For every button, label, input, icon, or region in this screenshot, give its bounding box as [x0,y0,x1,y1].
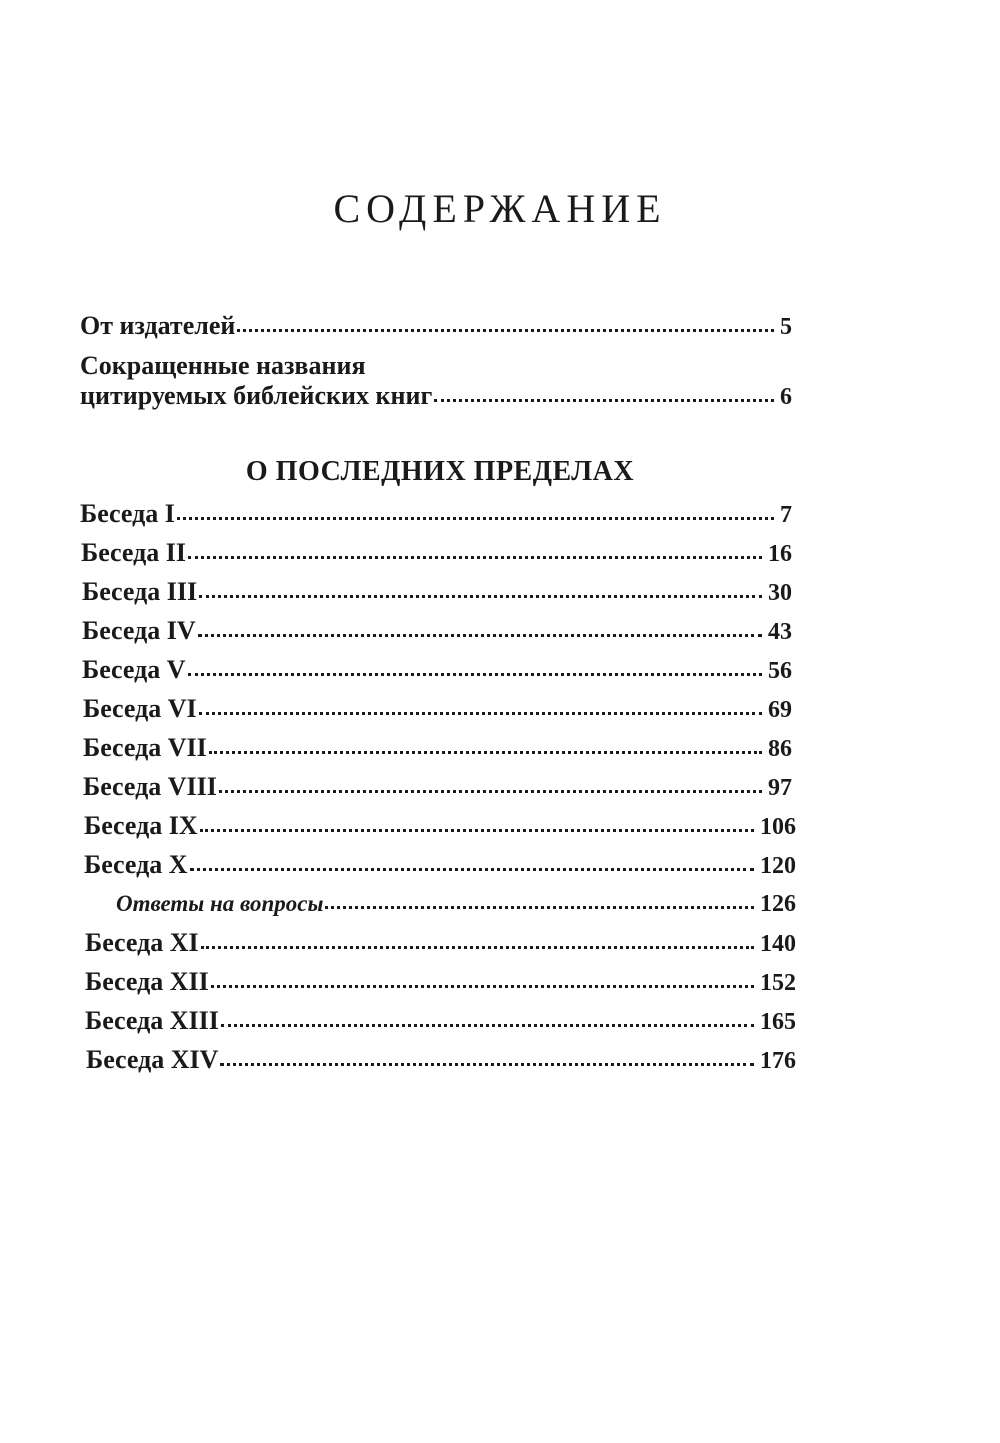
toc-entry-page: 5 [780,314,792,340]
toc-entry-label: Беседа V [82,655,186,684]
toc-entry-conversation-12[interactable] [85,966,796,999]
toc-entry-conversation-8[interactable] [83,771,792,804]
dot-leader [188,673,762,676]
toc-entry-page: 126 [760,891,796,917]
dot-leader [199,712,762,715]
toc-entry-page: 6 [780,384,792,410]
toc-entry-conversation-3[interactable] [82,576,792,609]
toc-entry-label: Беседа XIV [86,1045,219,1074]
toc-entry-conversation-7[interactable] [83,732,792,765]
dot-leader [201,946,754,949]
toc-entry-conversation-5[interactable] [82,654,792,687]
toc-entry-label: Ответы на вопросы [116,891,324,916]
toc-entry-label: Беседа X [84,850,188,879]
toc-entry-label: Беседа XI [85,928,199,957]
toc-entry-publishers[interactable] [80,310,792,343]
dot-leader [221,1024,754,1027]
toc-entry-page: 165 [760,1009,796,1035]
toc-entry-page: 97 [768,775,792,801]
dot-leader [199,595,762,598]
toc-entry-page: 30 [768,580,792,606]
toc-entry-conversation-13[interactable] [85,1005,796,1038]
toc-entry-conversation-4[interactable] [82,615,792,648]
toc-entry-label: Беседа I [80,499,175,528]
toc-entry-conversation-6[interactable] [83,693,792,726]
dot-leader [211,985,754,988]
toc-entry-label: Беседа II [81,538,186,567]
toc-entry-label: Беседа IX [84,811,198,840]
dot-leader [200,829,754,832]
toc-entry-label: Беседа XIII [85,1006,219,1035]
toc-entry-conversation-10[interactable] [84,849,796,882]
toc-entry-page: 16 [768,541,792,567]
toc-entry-label: цитируемых библейских книг [80,381,433,410]
toc-entry-label: Беседа VIII [83,772,217,801]
toc-entry-page: 106 [760,814,796,840]
toc-entry-page: 7 [780,502,792,528]
toc-entry-conversation-1[interactable] [80,498,792,531]
toc-entry-page: 120 [760,853,796,879]
toc-entry-label: Беседа III [82,577,198,606]
toc-entry-label: Беседа VII [83,733,207,762]
toc-entry-page: 140 [760,931,796,957]
toc-entry-abbreviations-line1[interactable]: Сокращенные названия [80,351,366,380]
dot-leader [434,399,774,402]
toc-entry-page: 86 [768,736,792,762]
toc-entry-label: Беседа XII [85,967,209,996]
toc-entry-conversation-2[interactable] [81,537,792,570]
dot-leader [177,517,774,520]
toc-entry-abbreviations[interactable] [80,380,792,413]
toc-entry-page: 56 [768,658,792,684]
dot-leader [237,329,774,332]
dot-leader [198,634,762,637]
dot-leader [219,790,762,793]
toc-entry-conversation-11[interactable] [85,927,796,960]
page-title: СОДЕРЖАНИЕ [333,186,667,231]
dot-leader [190,868,754,871]
toc-entry-page: 43 [768,619,792,645]
toc-entry-conversation-9[interactable] [84,810,796,843]
dot-leader [188,556,762,559]
dot-leader [209,751,762,754]
toc-entry-conversation-14[interactable] [86,1044,796,1077]
toc-entry-label: Беседа IV [82,616,196,645]
dot-leader [325,906,754,909]
toc-entry-label: От издателей [80,311,236,340]
toc-entry-page: 69 [768,697,792,723]
section-heading: О ПОСЛЕДНИХ ПРЕДЕЛАХ [245,456,635,487]
toc-entry-answers[interactable] [116,888,796,920]
dot-leader [220,1063,754,1066]
toc-entry-page: 152 [760,970,796,996]
toc-entry-page: 176 [760,1048,796,1074]
toc-entry-label: Беседа VI [83,694,197,723]
